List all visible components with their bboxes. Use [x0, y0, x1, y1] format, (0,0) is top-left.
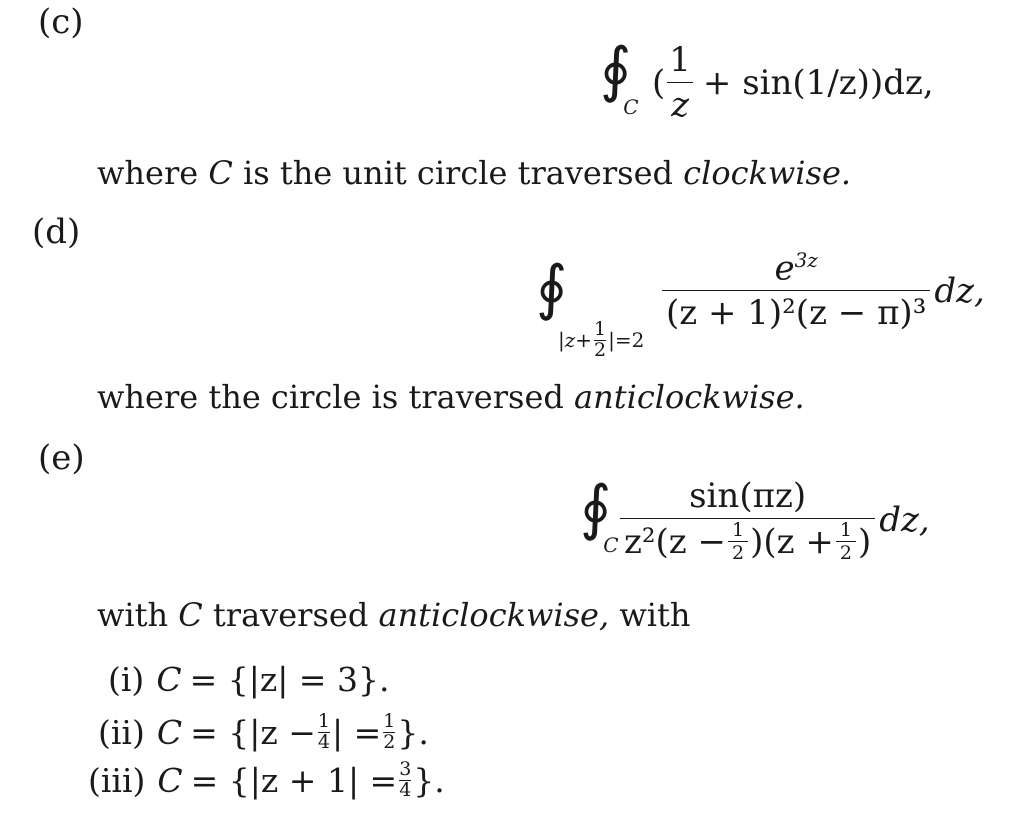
- denominator: 2: [594, 338, 607, 361]
- desc-d: [97, 378, 805, 416]
- item-label: (i): [108, 660, 145, 699]
- integral-c-subscript: C: [623, 95, 639, 119]
- integrand-e: [620, 476, 930, 564]
- denominator: 2: [836, 541, 856, 564]
- integrand-rest: dz,: [879, 499, 930, 540]
- numerator: 1: [594, 318, 607, 340]
- fraction: [318, 712, 330, 753]
- integral-e-subscript: C: [603, 533, 619, 557]
- fraction-c: [665, 40, 695, 125]
- numerator: 3: [399, 758, 412, 780]
- list-item: [88, 760, 445, 801]
- numerator: 1: [383, 710, 396, 732]
- label-c: (c): [38, 2, 84, 42]
- fraction-e: [620, 476, 875, 564]
- curve-symbol: C: [208, 154, 233, 192]
- fraction: [836, 521, 856, 564]
- integral-c: [600, 35, 647, 119]
- text: e: [774, 248, 795, 289]
- fraction: [399, 760, 411, 801]
- open-paren: (: [652, 62, 666, 103]
- curve-symbol: C: [178, 596, 203, 634]
- emphasis: anticlockwise.: [574, 378, 805, 416]
- integral-d: [536, 253, 568, 323]
- denominator: (z + 1)²(z − π)³: [662, 290, 930, 333]
- desc-c: [97, 154, 851, 192]
- numerator: 1: [669, 40, 691, 80]
- denominator: z: [667, 82, 693, 125]
- denominator: 2: [383, 730, 396, 753]
- fraction: [594, 320, 606, 361]
- numerator: [770, 248, 821, 290]
- curve-symbol: C: [157, 760, 183, 800]
- text: = {|z −: [190, 712, 316, 752]
- text: traversed: [212, 596, 369, 634]
- contour-integral-sign: ∮: [600, 35, 632, 105]
- text: }.: [397, 712, 429, 752]
- text: with: [97, 596, 169, 634]
- numerator: 1: [732, 519, 745, 541]
- list-item: [98, 712, 429, 753]
- integrand-rest: + sin(1/z))dz,: [702, 62, 934, 103]
- fraction: [383, 712, 395, 753]
- text: where the circle is traversed: [97, 378, 564, 416]
- fraction: [728, 521, 748, 564]
- curve-symbol: C: [156, 712, 183, 752]
- text: ): [857, 522, 872, 563]
- list-item: [108, 660, 389, 699]
- item-label: (ii): [98, 712, 145, 752]
- emphasis: clockwise.: [683, 154, 852, 192]
- denominator: 4: [399, 778, 412, 801]
- item-expression: = {|z| = 3}.: [189, 660, 390, 699]
- denominator: 2: [728, 541, 748, 564]
- denominator: [620, 518, 875, 564]
- text: with: [619, 596, 691, 634]
- integrand-c: [652, 40, 934, 125]
- text: is the unit circle traversed: [243, 154, 673, 192]
- denominator: 4: [317, 730, 330, 753]
- fraction-d: [662, 248, 930, 333]
- label-d: (d): [32, 212, 81, 252]
- contour-integral-sign: ∮: [536, 253, 568, 323]
- desc-e: [97, 596, 690, 634]
- emphasis: anticlockwise,: [378, 596, 610, 634]
- text: | =: [331, 712, 382, 752]
- numerator: 1: [317, 710, 330, 732]
- curve-symbol: C: [156, 660, 182, 699]
- label-e: (e): [38, 438, 85, 478]
- text: |=2: [608, 328, 645, 353]
- text: |z+: [558, 328, 593, 353]
- numerator: sin(πz): [689, 476, 807, 516]
- integral-d-subscript: [558, 320, 644, 361]
- text: = {|z + 1| =: [190, 760, 398, 800]
- text: )(z +: [750, 522, 834, 563]
- text: where: [97, 154, 199, 192]
- integrand-d: [662, 248, 985, 333]
- text: z²(z −: [624, 522, 727, 563]
- exponent: 3z: [794, 248, 818, 272]
- contour-integral-sign: ∮: [580, 473, 612, 543]
- item-label: (iii): [88, 760, 146, 800]
- integrand-rest: dz,: [934, 270, 985, 311]
- text: }.: [413, 760, 445, 800]
- numerator: 1: [839, 519, 852, 541]
